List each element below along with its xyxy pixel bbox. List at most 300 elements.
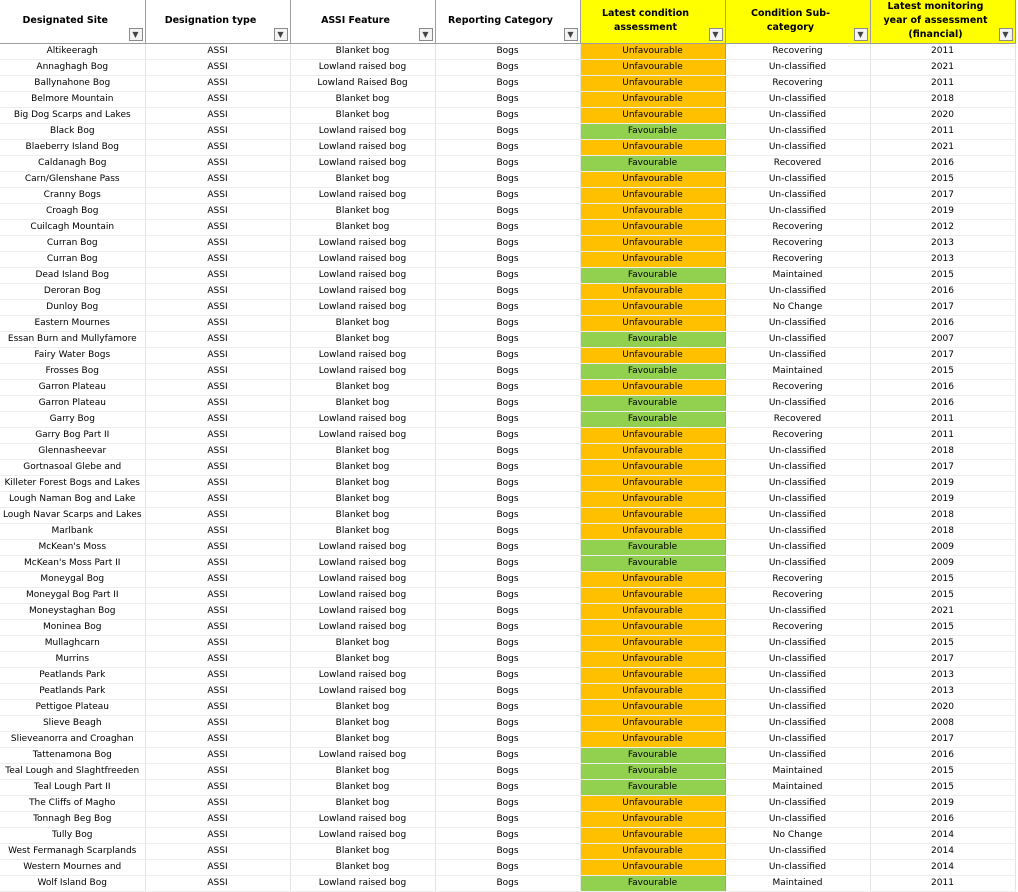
cell-sub-category[interactable]: Un-classified — [725, 395, 870, 411]
cell-sub-category[interactable]: Un-classified — [725, 795, 870, 811]
cell-sub-category[interactable]: Recovering — [725, 379, 870, 395]
cell-designation-type[interactable]: ASSI — [145, 731, 290, 747]
cell-designation-type[interactable]: ASSI — [145, 363, 290, 379]
header-monitoring-year[interactable] — [870, 0, 1015, 43]
cell-designated-site[interactable]: Moninea Bog — [0, 619, 145, 635]
cell-condition[interactable]: Unfavourable — [580, 379, 725, 395]
cell-designation-type[interactable]: ASSI — [145, 59, 290, 75]
cell-sub-category[interactable]: Recovering — [725, 43, 870, 59]
cell-designation-type[interactable]: ASSI — [145, 763, 290, 779]
cell-condition[interactable]: Favourable — [580, 411, 725, 427]
cell-assi-feature[interactable]: Blanket bog — [290, 379, 435, 395]
cell-designation-type[interactable]: ASSI — [145, 75, 290, 91]
cell-assi-feature[interactable]: Lowland raised bog — [290, 59, 435, 75]
cell-designation-type[interactable]: ASSI — [145, 347, 290, 363]
cell-designated-site[interactable]: Slieve Beagh — [0, 715, 145, 731]
cell-designation-type[interactable]: ASSI — [145, 251, 290, 267]
cell-reporting-category[interactable]: Bogs — [435, 827, 580, 843]
cell-assi-feature[interactable]: Blanket bog — [290, 171, 435, 187]
cell-assi-feature[interactable]: Blanket bog — [290, 779, 435, 795]
cell-designated-site[interactable]: Glennasheevar — [0, 443, 145, 459]
cell-assi-feature[interactable]: Blanket bog — [290, 859, 435, 875]
cell-year[interactable]: 2018 — [870, 443, 1015, 459]
cell-condition[interactable]: Unfavourable — [580, 827, 725, 843]
cell-sub-category[interactable]: Recovering — [725, 571, 870, 587]
cell-assi-feature[interactable]: Blanket bog — [290, 651, 435, 667]
cell-year[interactable]: 2016 — [870, 811, 1015, 827]
cell-year[interactable]: 2017 — [870, 731, 1015, 747]
cell-designated-site[interactable]: Slieveanorra and Croaghan — [0, 731, 145, 747]
cell-designated-site[interactable]: Pettigoe Plateau — [0, 699, 145, 715]
cell-designation-type[interactable]: ASSI — [145, 379, 290, 395]
cell-reporting-category[interactable]: Bogs — [435, 747, 580, 763]
cell-year[interactable]: 2013 — [870, 235, 1015, 251]
cell-assi-feature[interactable]: Lowland raised bog — [290, 603, 435, 619]
chevron-down-icon[interactable]: ▼ — [999, 28, 1013, 41]
cell-assi-feature[interactable]: Lowland raised bog — [290, 875, 435, 891]
cell-reporting-category[interactable]: Bogs — [435, 107, 580, 123]
cell-reporting-category[interactable]: Bogs — [435, 491, 580, 507]
cell-year[interactable]: 2013 — [870, 683, 1015, 699]
cell-assi-feature[interactable]: Lowland raised bog — [290, 747, 435, 763]
cell-condition[interactable]: Favourable — [580, 123, 725, 139]
cell-sub-category[interactable]: Un-classified — [725, 635, 870, 651]
cell-assi-feature[interactable]: Blanket bog — [290, 43, 435, 59]
cell-designation-type[interactable]: ASSI — [145, 427, 290, 443]
cell-designated-site[interactable]: West Fermanagh Scarplands — [0, 843, 145, 859]
cell-year[interactable]: 2014 — [870, 859, 1015, 875]
cell-reporting-category[interactable]: Bogs — [435, 555, 580, 571]
cell-reporting-category[interactable]: Bogs — [435, 571, 580, 587]
cell-designated-site[interactable]: Caldanagh Bog — [0, 155, 145, 171]
cell-designation-type[interactable]: ASSI — [145, 187, 290, 203]
cell-assi-feature[interactable]: Lowland raised bog — [290, 267, 435, 283]
cell-sub-category[interactable]: Maintained — [725, 779, 870, 795]
cell-assi-feature[interactable]: Blanket bog — [290, 507, 435, 523]
cell-assi-feature[interactable]: Blanket bog — [290, 203, 435, 219]
cell-reporting-category[interactable]: Bogs — [435, 331, 580, 347]
cell-condition[interactable]: Unfavourable — [580, 187, 725, 203]
cell-reporting-category[interactable]: Bogs — [435, 475, 580, 491]
cell-designation-type[interactable]: ASSI — [145, 267, 290, 283]
cell-condition[interactable]: Unfavourable — [580, 587, 725, 603]
cell-year[interactable]: 2015 — [870, 635, 1015, 651]
cell-sub-category[interactable]: Un-classified — [725, 603, 870, 619]
cell-assi-feature[interactable]: Blanket bog — [290, 315, 435, 331]
cell-year[interactable]: 2016 — [870, 315, 1015, 331]
cell-condition[interactable]: Unfavourable — [580, 91, 725, 107]
cell-assi-feature[interactable]: Blanket bog — [290, 491, 435, 507]
cell-year[interactable]: 2013 — [870, 251, 1015, 267]
cell-assi-feature[interactable]: Lowland raised bog — [290, 139, 435, 155]
cell-condition[interactable]: Unfavourable — [580, 75, 725, 91]
cell-designation-type[interactable]: ASSI — [145, 219, 290, 235]
cell-sub-category[interactable]: Maintained — [725, 363, 870, 379]
cell-assi-feature[interactable]: Lowland raised bog — [290, 123, 435, 139]
cell-reporting-category[interactable]: Bogs — [435, 411, 580, 427]
cell-designation-type[interactable]: ASSI — [145, 475, 290, 491]
cell-sub-category[interactable]: Recovered — [725, 411, 870, 427]
cell-sub-category[interactable]: Un-classified — [725, 651, 870, 667]
cell-condition[interactable]: Unfavourable — [580, 507, 725, 523]
cell-designated-site[interactable]: The Cliffs of Magho — [0, 795, 145, 811]
chevron-down-icon[interactable]: ▼ — [129, 28, 143, 41]
header-latest-condition[interactable] — [580, 0, 725, 43]
cell-condition[interactable]: Unfavourable — [580, 427, 725, 443]
cell-assi-feature[interactable]: Lowland raised bog — [290, 363, 435, 379]
cell-designated-site[interactable]: Gortnasoal Glebe and — [0, 459, 145, 475]
cell-reporting-category[interactable]: Bogs — [435, 539, 580, 555]
cell-reporting-category[interactable]: Bogs — [435, 187, 580, 203]
cell-designated-site[interactable]: Garron Plateau — [0, 379, 145, 395]
cell-designated-site[interactable]: Belmore Mountain — [0, 91, 145, 107]
cell-designation-type[interactable]: ASSI — [145, 555, 290, 571]
cell-designated-site[interactable]: Curran Bog — [0, 235, 145, 251]
header-designated-site[interactable] — [0, 0, 145, 43]
cell-reporting-category[interactable]: Bogs — [435, 715, 580, 731]
cell-condition[interactable]: Unfavourable — [580, 219, 725, 235]
cell-condition[interactable]: Unfavourable — [580, 171, 725, 187]
cell-designation-type[interactable]: ASSI — [145, 651, 290, 667]
cell-condition[interactable]: Favourable — [580, 267, 725, 283]
cell-reporting-category[interactable]: Bogs — [435, 315, 580, 331]
cell-condition[interactable]: Unfavourable — [580, 795, 725, 811]
cell-designated-site[interactable]: Dead Island Bog — [0, 267, 145, 283]
cell-year[interactable]: 2018 — [870, 523, 1015, 539]
cell-designation-type[interactable]: ASSI — [145, 667, 290, 683]
cell-sub-category[interactable]: Recovering — [725, 75, 870, 91]
cell-designated-site[interactable]: Croagh Bog — [0, 203, 145, 219]
cell-sub-category[interactable]: Un-classified — [725, 731, 870, 747]
cell-designation-type[interactable]: ASSI — [145, 859, 290, 875]
cell-condition[interactable]: Unfavourable — [580, 635, 725, 651]
cell-assi-feature[interactable]: Blanket bog — [290, 843, 435, 859]
cell-designation-type[interactable]: ASSI — [145, 539, 290, 555]
cell-assi-feature[interactable]: Lowland raised bog — [290, 555, 435, 571]
cell-designation-type[interactable]: ASSI — [145, 139, 290, 155]
cell-assi-feature[interactable]: Lowland raised bog — [290, 187, 435, 203]
cell-year[interactable]: 2019 — [870, 203, 1015, 219]
cell-sub-category[interactable]: Recovering — [725, 427, 870, 443]
cell-sub-category[interactable]: Maintained — [725, 267, 870, 283]
cell-year[interactable]: 2019 — [870, 475, 1015, 491]
cell-designated-site[interactable]: Garry Bog Part II — [0, 427, 145, 443]
cell-designation-type[interactable]: ASSI — [145, 315, 290, 331]
cell-year[interactable]: 2017 — [870, 299, 1015, 315]
cell-designated-site[interactable]: McKean's Moss Part II — [0, 555, 145, 571]
cell-designation-type[interactable]: ASSI — [145, 283, 290, 299]
cell-designation-type[interactable]: ASSI — [145, 395, 290, 411]
cell-sub-category[interactable]: Recovered — [725, 155, 870, 171]
cell-sub-category[interactable]: Un-classified — [725, 331, 870, 347]
cell-reporting-category[interactable]: Bogs — [435, 667, 580, 683]
cell-year[interactable]: 2017 — [870, 651, 1015, 667]
cell-condition[interactable]: Unfavourable — [580, 683, 725, 699]
cell-assi-feature[interactable]: Blanket bog — [290, 459, 435, 475]
cell-year[interactable]: 2014 — [870, 827, 1015, 843]
cell-year[interactable]: 2017 — [870, 347, 1015, 363]
cell-designation-type[interactable]: ASSI — [145, 795, 290, 811]
cell-reporting-category[interactable]: Bogs — [435, 779, 580, 795]
cell-designation-type[interactable]: ASSI — [145, 491, 290, 507]
cell-assi-feature[interactable]: Lowland raised bog — [290, 827, 435, 843]
cell-sub-category[interactable]: Un-classified — [725, 59, 870, 75]
cell-designation-type[interactable]: ASSI — [145, 155, 290, 171]
cell-year[interactable]: 2015 — [870, 619, 1015, 635]
cell-designated-site[interactable]: Lough Naman Bog and Lake — [0, 491, 145, 507]
cell-designated-site[interactable]: Garron Plateau — [0, 395, 145, 411]
cell-designated-site[interactable]: Black Bog — [0, 123, 145, 139]
cell-designated-site[interactable]: Eastern Mournes — [0, 315, 145, 331]
cell-designated-site[interactable]: Moneygal Bog — [0, 571, 145, 587]
cell-designated-site[interactable]: Curran Bog — [0, 251, 145, 267]
cell-reporting-category[interactable]: Bogs — [435, 843, 580, 859]
cell-condition[interactable]: Unfavourable — [580, 619, 725, 635]
cell-condition[interactable]: Unfavourable — [580, 699, 725, 715]
cell-reporting-category[interactable]: Bogs — [435, 59, 580, 75]
cell-assi-feature[interactable]: Lowland raised bog — [290, 299, 435, 315]
cell-sub-category[interactable]: Un-classified — [725, 491, 870, 507]
cell-reporting-category[interactable]: Bogs — [435, 235, 580, 251]
cell-condition[interactable]: Unfavourable — [580, 843, 725, 859]
cell-condition[interactable]: Unfavourable — [580, 715, 725, 731]
cell-assi-feature[interactable]: Blanket bog — [290, 219, 435, 235]
cell-condition[interactable]: Unfavourable — [580, 475, 725, 491]
cell-designated-site[interactable]: Killeter Forest Bogs and Lakes — [0, 475, 145, 491]
cell-designation-type[interactable]: ASSI — [145, 523, 290, 539]
cell-designated-site[interactable]: Lough Navar Scarps and Lakes — [0, 507, 145, 523]
cell-designation-type[interactable]: ASSI — [145, 443, 290, 459]
cell-designation-type[interactable]: ASSI — [145, 635, 290, 651]
cell-reporting-category[interactable]: Bogs — [435, 203, 580, 219]
cell-designated-site[interactable]: Dunloy Bog — [0, 299, 145, 315]
cell-reporting-category[interactable]: Bogs — [435, 459, 580, 475]
cell-reporting-category[interactable]: Bogs — [435, 507, 580, 523]
chevron-down-icon[interactable]: ▼ — [274, 28, 288, 41]
cell-sub-category[interactable]: Un-classified — [725, 539, 870, 555]
cell-assi-feature[interactable]: Blanket bog — [290, 107, 435, 123]
cell-sub-category[interactable]: Un-classified — [725, 699, 870, 715]
cell-sub-category[interactable]: Un-classified — [725, 811, 870, 827]
cell-sub-category[interactable]: Recovering — [725, 251, 870, 267]
cell-reporting-category[interactable]: Bogs — [435, 379, 580, 395]
cell-year[interactable]: 2015 — [870, 779, 1015, 795]
cell-designation-type[interactable]: ASSI — [145, 715, 290, 731]
cell-assi-feature[interactable]: Blanket bog — [290, 475, 435, 491]
cell-reporting-category[interactable]: Bogs — [435, 587, 580, 603]
cell-condition[interactable]: Unfavourable — [580, 315, 725, 331]
cell-reporting-category[interactable]: Bogs — [435, 427, 580, 443]
cell-designation-type[interactable]: ASSI — [145, 875, 290, 891]
header-assi-feature[interactable] — [290, 0, 435, 43]
cell-designation-type[interactable]: ASSI — [145, 411, 290, 427]
cell-designated-site[interactable]: Tully Bog — [0, 827, 145, 843]
cell-year[interactable]: 2018 — [870, 507, 1015, 523]
cell-designated-site[interactable]: Big Dog Scarps and Lakes — [0, 107, 145, 123]
cell-designated-site[interactable]: Moneystaghan Bog — [0, 603, 145, 619]
cell-reporting-category[interactable]: Bogs — [435, 347, 580, 363]
cell-year[interactable]: 2008 — [870, 715, 1015, 731]
cell-year[interactable]: 2011 — [870, 427, 1015, 443]
cell-reporting-category[interactable]: Bogs — [435, 219, 580, 235]
cell-condition[interactable]: Unfavourable — [580, 571, 725, 587]
cell-reporting-category[interactable]: Bogs — [435, 155, 580, 171]
cell-year[interactable]: 2016 — [870, 379, 1015, 395]
header-designation-type[interactable] — [145, 0, 290, 43]
cell-sub-category[interactable]: Un-classified — [725, 187, 870, 203]
cell-designated-site[interactable]: Teal Lough and Slaghtfreeden — [0, 763, 145, 779]
cell-condition[interactable]: Unfavourable — [580, 459, 725, 475]
cell-condition[interactable]: Unfavourable — [580, 491, 725, 507]
cell-year[interactable]: 2009 — [870, 555, 1015, 571]
cell-reporting-category[interactable]: Bogs — [435, 283, 580, 299]
cell-designated-site[interactable]: Essan Burn and Mullyfamore — [0, 331, 145, 347]
cell-condition[interactable]: Favourable — [580, 363, 725, 379]
cell-designation-type[interactable]: ASSI — [145, 107, 290, 123]
cell-assi-feature[interactable]: Lowland raised bog — [290, 235, 435, 251]
cell-year[interactable]: 2017 — [870, 187, 1015, 203]
cell-assi-feature[interactable]: Lowland raised bog — [290, 283, 435, 299]
cell-condition[interactable]: Unfavourable — [580, 347, 725, 363]
cell-designation-type[interactable]: ASSI — [145, 811, 290, 827]
cell-year[interactable]: 2011 — [870, 123, 1015, 139]
cell-designation-type[interactable]: ASSI — [145, 235, 290, 251]
cell-year[interactable]: 2019 — [870, 491, 1015, 507]
cell-sub-category[interactable]: Un-classified — [725, 315, 870, 331]
cell-designation-type[interactable]: ASSI — [145, 299, 290, 315]
cell-condition[interactable]: Favourable — [580, 331, 725, 347]
cell-designated-site[interactable]: Peatlands Park — [0, 667, 145, 683]
cell-assi-feature[interactable]: Blanket bog — [290, 635, 435, 651]
cell-year[interactable]: 2021 — [870, 139, 1015, 155]
cell-assi-feature[interactable]: Blanket bog — [290, 715, 435, 731]
cell-assi-feature[interactable]: Lowland raised bog — [290, 155, 435, 171]
cell-reporting-category[interactable]: Bogs — [435, 811, 580, 827]
cell-designation-type[interactable]: ASSI — [145, 123, 290, 139]
cell-designation-type[interactable]: ASSI — [145, 779, 290, 795]
cell-condition[interactable]: Unfavourable — [580, 251, 725, 267]
cell-sub-category[interactable]: Recovering — [725, 235, 870, 251]
cell-designated-site[interactable]: Peatlands Park — [0, 683, 145, 699]
cell-designated-site[interactable]: Frosses Bog — [0, 363, 145, 379]
cell-designated-site[interactable]: Western Mournes and — [0, 859, 145, 875]
cell-condition[interactable]: Favourable — [580, 555, 725, 571]
cell-designation-type[interactable]: ASSI — [145, 507, 290, 523]
cell-year[interactable]: 2011 — [870, 75, 1015, 91]
cell-condition[interactable]: Favourable — [580, 875, 725, 891]
cell-sub-category[interactable]: Un-classified — [725, 171, 870, 187]
cell-designation-type[interactable]: ASSI — [145, 603, 290, 619]
cell-condition[interactable]: Unfavourable — [580, 667, 725, 683]
cell-designated-site[interactable]: Altikeeragh — [0, 43, 145, 59]
cell-condition[interactable]: Unfavourable — [580, 43, 725, 59]
cell-assi-feature[interactable]: Blanket bog — [290, 731, 435, 747]
cell-assi-feature[interactable]: Lowland raised bog — [290, 619, 435, 635]
cell-condition[interactable]: Unfavourable — [580, 859, 725, 875]
cell-condition[interactable]: Unfavourable — [580, 603, 725, 619]
cell-condition[interactable]: Unfavourable — [580, 203, 725, 219]
cell-year[interactable]: 2015 — [870, 171, 1015, 187]
cell-designated-site[interactable]: Cranny Bogs — [0, 187, 145, 203]
cell-assi-feature[interactable]: Lowland raised bog — [290, 571, 435, 587]
cell-assi-feature[interactable]: Lowland raised bog — [290, 411, 435, 427]
cell-sub-category[interactable]: Un-classified — [725, 523, 870, 539]
cell-designation-type[interactable]: ASSI — [145, 571, 290, 587]
chevron-down-icon[interactable]: ▼ — [854, 28, 868, 41]
cell-sub-category[interactable]: Un-classified — [725, 203, 870, 219]
cell-designated-site[interactable]: Annaghagh Bog — [0, 59, 145, 75]
cell-assi-feature[interactable]: Lowland raised bog — [290, 811, 435, 827]
cell-designation-type[interactable]: ASSI — [145, 91, 290, 107]
cell-year[interactable]: 2011 — [870, 875, 1015, 891]
cell-reporting-category[interactable]: Bogs — [435, 443, 580, 459]
cell-designation-type[interactable]: ASSI — [145, 203, 290, 219]
cell-year[interactable]: 2021 — [870, 603, 1015, 619]
cell-reporting-category[interactable]: Bogs — [435, 875, 580, 891]
cell-designated-site[interactable]: Tattenamona Bog — [0, 747, 145, 763]
cell-designation-type[interactable]: ASSI — [145, 827, 290, 843]
cell-reporting-category[interactable]: Bogs — [435, 43, 580, 59]
cell-condition[interactable]: Favourable — [580, 747, 725, 763]
cell-reporting-category[interactable]: Bogs — [435, 75, 580, 91]
cell-reporting-category[interactable]: Bogs — [435, 603, 580, 619]
cell-reporting-category[interactable]: Bogs — [435, 523, 580, 539]
cell-year[interactable]: 2011 — [870, 43, 1015, 59]
cell-condition[interactable]: Unfavourable — [580, 811, 725, 827]
cell-condition[interactable]: Favourable — [580, 539, 725, 555]
cell-sub-category[interactable]: No Change — [725, 827, 870, 843]
cell-condition[interactable]: Unfavourable — [580, 107, 725, 123]
cell-sub-category[interactable]: Un-classified — [725, 859, 870, 875]
cell-assi-feature[interactable]: Lowland Raised Bog — [290, 75, 435, 91]
cell-designated-site[interactable]: Moneygal Bog Part II — [0, 587, 145, 603]
cell-designated-site[interactable]: Carn/Glenshane Pass — [0, 171, 145, 187]
cell-sub-category[interactable]: Un-classified — [725, 443, 870, 459]
cell-year[interactable]: 2015 — [870, 763, 1015, 779]
cell-reporting-category[interactable]: Bogs — [435, 363, 580, 379]
cell-designation-type[interactable]: ASSI — [145, 683, 290, 699]
cell-condition[interactable]: Unfavourable — [580, 731, 725, 747]
cell-year[interactable]: 2009 — [870, 539, 1015, 555]
cell-designated-site[interactable]: Wolf Island Bog — [0, 875, 145, 891]
cell-reporting-category[interactable]: Bogs — [435, 395, 580, 411]
cell-condition[interactable]: Favourable — [580, 779, 725, 795]
cell-reporting-category[interactable]: Bogs — [435, 731, 580, 747]
chevron-down-icon[interactable]: ▼ — [709, 28, 723, 41]
cell-condition[interactable]: Favourable — [580, 763, 725, 779]
cell-year[interactable]: 2013 — [870, 667, 1015, 683]
cell-designated-site[interactable]: Deroran Bog — [0, 283, 145, 299]
cell-designated-site[interactable]: Blaeberry Island Bog — [0, 139, 145, 155]
cell-year[interactable]: 2015 — [870, 587, 1015, 603]
cell-reporting-category[interactable]: Bogs — [435, 619, 580, 635]
header-condition-sub-category[interactable] — [725, 0, 870, 43]
cell-year[interactable]: 2020 — [870, 699, 1015, 715]
header-reporting-category[interactable] — [435, 0, 580, 43]
cell-sub-category[interactable]: Maintained — [725, 875, 870, 891]
cell-assi-feature[interactable]: Blanket bog — [290, 699, 435, 715]
cell-designation-type[interactable]: ASSI — [145, 331, 290, 347]
cell-assi-feature[interactable]: Blanket bog — [290, 763, 435, 779]
cell-designated-site[interactable]: Ballynahone Bog — [0, 75, 145, 91]
cell-assi-feature[interactable]: Lowland raised bog — [290, 587, 435, 603]
cell-sub-category[interactable]: Recovering — [725, 219, 870, 235]
cell-sub-category[interactable]: Un-classified — [725, 347, 870, 363]
cell-designated-site[interactable]: Marlbank — [0, 523, 145, 539]
cell-sub-category[interactable]: Un-classified — [725, 667, 870, 683]
cell-reporting-category[interactable]: Bogs — [435, 139, 580, 155]
cell-reporting-category[interactable]: Bogs — [435, 91, 580, 107]
